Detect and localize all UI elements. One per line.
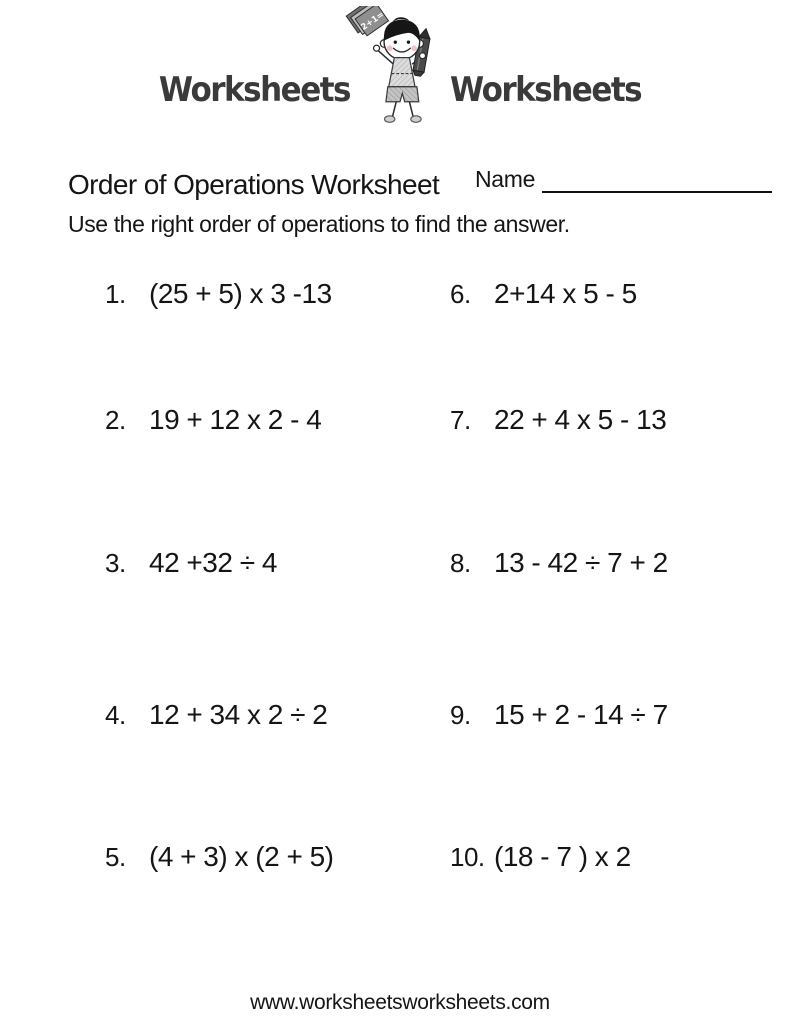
problem-expression: 13 - 42 ÷ 7 + 2 bbox=[494, 547, 668, 578]
page-title: Order of Operations Worksheet bbox=[68, 169, 440, 200]
name-field bbox=[475, 166, 772, 193]
problem-number: 10. bbox=[450, 842, 485, 872]
problem-9 bbox=[450, 700, 780, 842]
problem-expression: (18 - 7 ) x 2 bbox=[494, 841, 631, 872]
logo-word-left: Worksheets bbox=[158, 70, 350, 110]
flashcards-icon bbox=[346, 6, 388, 39]
problem-expression: 12 + 34 x 2 ÷ 2 bbox=[149, 699, 328, 730]
problems-list bbox=[105, 279, 780, 902]
worksheets-logo bbox=[0, 6, 800, 128]
problem-2 bbox=[105, 405, 450, 548]
problem-1 bbox=[105, 279, 450, 405]
problem-number: 2. bbox=[105, 405, 126, 435]
problem-8 bbox=[450, 548, 780, 700]
problem-expression: (4 + 3) x (2 + 5) bbox=[149, 841, 334, 872]
problem-expression: 42 +32 ÷ 4 bbox=[149, 547, 277, 578]
problem-expression: 2+14 x 5 - 5 bbox=[494, 278, 637, 309]
problem-number: 4. bbox=[105, 700, 126, 730]
problem-4 bbox=[105, 700, 450, 842]
instructions-text: Use the right order of operations to find the answer. bbox=[68, 211, 570, 237]
problem-number: 5. bbox=[105, 842, 126, 872]
problem-6 bbox=[450, 279, 780, 405]
name-label: Name bbox=[475, 166, 536, 192]
problem-expression: (25 + 5) x 3 -13 bbox=[149, 278, 332, 309]
mascot-kid-icon bbox=[338, 6, 462, 128]
problem-expression: 19 + 12 x 2 - 4 bbox=[149, 404, 322, 435]
problem-number: 1. bbox=[105, 279, 126, 309]
problem-expression: 15 + 2 - 14 ÷ 7 bbox=[494, 699, 668, 730]
problem-number: 9. bbox=[450, 700, 471, 730]
problem-10 bbox=[450, 842, 780, 902]
problem-number: 7. bbox=[450, 405, 471, 435]
problem-number: 8. bbox=[450, 548, 471, 578]
problem-3 bbox=[105, 548, 450, 700]
name-blank-line bbox=[542, 167, 772, 193]
problem-5 bbox=[105, 842, 450, 902]
problem-number: 6. bbox=[450, 279, 471, 309]
problem-number: 3. bbox=[105, 548, 126, 578]
website-url: www.worksheetsworksheets.com bbox=[250, 991, 550, 1014]
logo-word-right: Worksheets bbox=[450, 70, 642, 110]
flashcard-text: 2+1= bbox=[358, 9, 386, 33]
problem-expression: 22 + 4 x 5 - 13 bbox=[494, 404, 667, 435]
problem-7 bbox=[450, 405, 780, 548]
